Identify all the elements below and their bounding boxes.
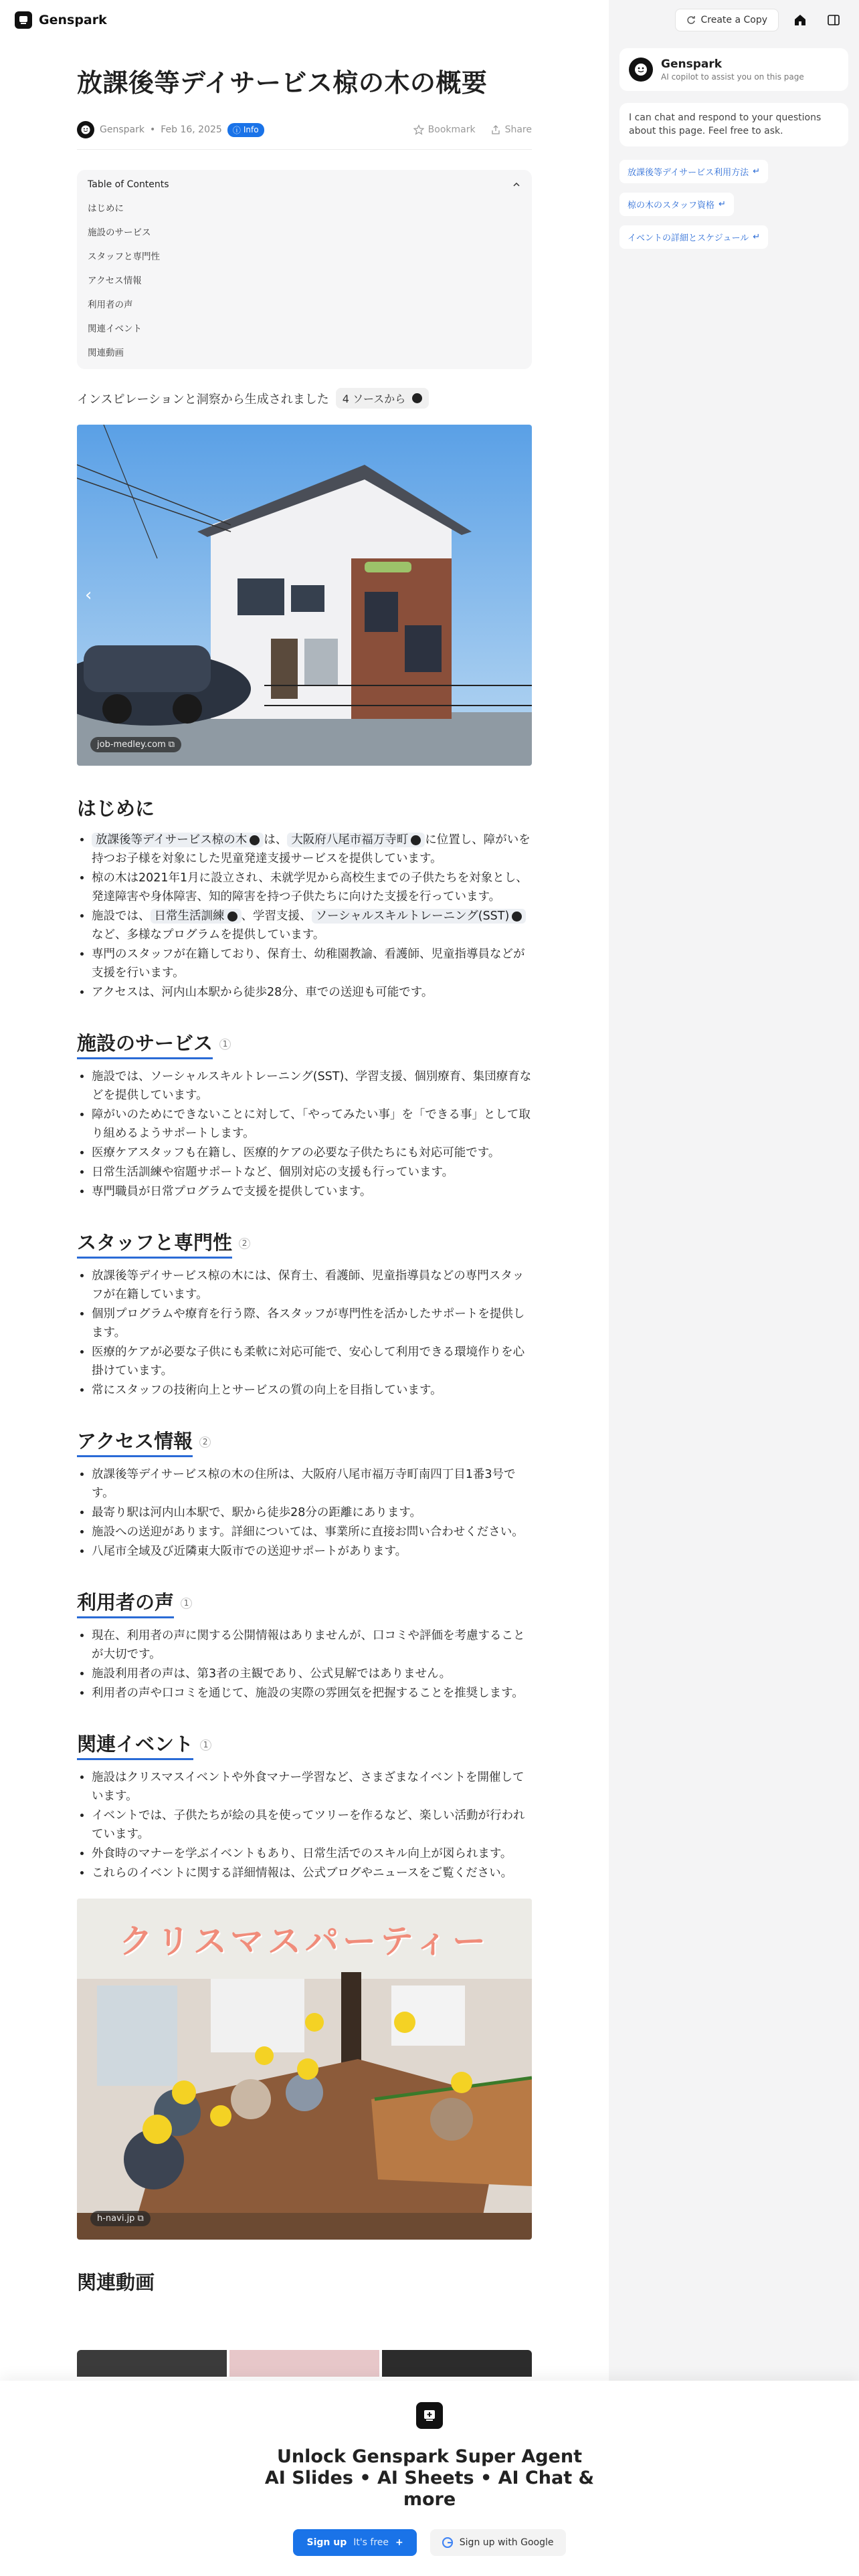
copilot-name: Genspark [661,58,723,71]
list-item: • イベントでは、子供たちが絵の具を使ってツリーを作るなど、楽しい活動が行われています。 [92,1806,532,1844]
toc-item-events[interactable]: 関連イベント [88,324,142,335]
suggestion-chip[interactable]: 放課後等デイサービス利用方法 ↵ [619,160,768,183]
list-item: • 医療ケアスタッフも在籍し、医療的ケアの必要な子供たちにも対応可能です。 [92,1144,532,1162]
copilot-sidebar [609,40,859,2381]
enter-arrow-icon: ↵ [719,199,726,209]
toc-header[interactable]: Table of Contents [88,179,521,190]
list-item: • 医療的ケアが必要な子供にも柔軟に対応可能で、安心して利用できる環境作りを心掛けています。 [92,1343,532,1380]
divider [77,149,532,150]
list-item: • 外食時のマナーを学ぶイベントもあり、日常生活でのスキル向上が図られます。 [92,1844,532,1863]
list-item: • 施設はクリスマスイベントや外食マナー学習など、さまざまなイベントを開催しています。 [92,1768,532,1806]
cta-plus-icon [416,2402,443,2429]
citation-badge[interactable]: 2 [239,1238,250,1249]
home-button[interactable] [788,8,812,32]
section-heading-access: アクセス情報 2 [77,1426,532,1457]
events-list [77,1768,532,1883]
source-icon [227,911,237,922]
meta-separator: • [149,124,156,136]
list-item: • 常にスタッフの技術向上とサービスの質の向上を目指しています。 [92,1381,532,1400]
sources-chip[interactable]: 4 ソースから [336,388,429,409]
term-chip[interactable]: ソーシャルスキルトレーニング(SST) [312,909,527,924]
event-photo[interactable] [77,1899,532,2240]
image-source-caption[interactable]: h-navi.jp ⧉ [90,2211,151,2226]
enter-arrow-icon: ↵ [753,231,761,242]
home-icon [793,13,807,27]
sidebar-toggle-button[interactable] [822,8,846,32]
suggestion-list [619,150,848,249]
citation-badge[interactable]: 1 [181,1598,192,1609]
services-list [77,1067,532,1201]
citation-badge[interactable]: 2 [199,1436,211,1448]
building-image [77,425,532,766]
section-heading-staff: スタッフと専門性 2 [77,1228,532,1259]
share-icon [490,124,501,135]
brand-name: Genspark [39,13,107,27]
video-thumbnail[interactable] [382,2350,532,2377]
sign-up-button[interactable]: Sign up It's free + [293,2529,416,2556]
sidebar-toggle-icon [827,13,840,27]
top-bar [0,0,609,40]
copilot-subtitle: AI copilot to assist you on this page [661,72,804,82]
term-chip[interactable]: 放課後等デイサービス椋の木 [92,833,264,847]
facility-photo[interactable] [77,425,532,766]
chevron-up-icon [512,180,521,189]
video-thumbnail[interactable] [77,2350,227,2377]
video-thumbnail[interactable] [229,2350,379,2377]
intro-list [77,831,532,1002]
signup-cta-panel [0,2381,859,2576]
list-item: • 施設への送迎があります。詳細については、事業所に直接お問い合わせください。 [92,1523,532,1541]
citation-badge[interactable]: 1 [200,1739,211,1751]
list-item: • 放課後等デイサービス椋の木 は、 大阪府八尾市福万寺町 に位置し、障がいを持つお子様を対象にした児童発達支援サービスを提供しています。 [92,831,532,868]
source-icon [512,911,522,922]
list-item: • 施設では、 日常生活訓練 、学習支援、 ソーシャルスキルトレーニング(SST)など、多様なプログラムを提供しています。 [92,907,532,944]
event-banner-text: クリスマスパーティー [119,1922,490,1961]
toc-item-access[interactable]: アクセス情報 [88,276,142,287]
plus-icon: + [395,2537,403,2548]
article-meta [77,121,532,138]
source-icon [412,393,422,403]
list-item: • アクセスは、河内山本駅から徒歩28分、車での送迎も可能です。 [92,983,532,1002]
list-item: • 椋の木は2021年1月に設立され、未就学児から高校生までの子供たちを対象とし、発達障害や身体障害、知的障害を持つ子供たちに向けた支援を行っています。 [92,869,532,906]
section-heading-events: 関連イベント 1 [77,1729,532,1760]
toc-item-voices[interactable]: 利用者の声 [88,300,133,311]
carousel-prev-icon[interactable]: ‹ [85,585,92,606]
section-heading-services: 施設のサービス 1 [77,1029,532,1059]
list-item: • 最寄り駅は河内山本駅で、駅から徒歩28分の距離にあります。 [92,1503,532,1522]
cta-title: Unlock Genspark Super Agent AI Slides • AI Sheets • AI Chat & more [264,2446,595,2510]
create-copy-button[interactable]: Create a Copy [675,9,779,31]
copilot-message: I can chat and respond to your questions about this page. Feel free to ask. [619,103,848,146]
list-item: • 日常生活訓練や宿題サポートなど、個別対応の支援も行っています。 [92,1163,532,1182]
author-name: Genspark [100,124,145,136]
copy-refresh-icon [686,15,696,25]
source-icon [411,835,421,845]
voices-list [77,1626,532,1703]
source-icon [250,835,260,845]
toc-item-services[interactable]: 施設のサービス [88,227,151,239]
list-item: • 個別プログラムや療育を行う際、各スタッフが専門性を活かしたサポートを提供します。 [92,1305,532,1342]
info-icon: ⓘ [232,125,241,135]
genspark-logo-icon [15,11,32,29]
list-item: • 施設利用者の声は、第3者の主観であり、公式見解ではありません。 [92,1665,532,1683]
brand[interactable] [15,11,107,29]
list-item: • 八尾市全域及び近隣東大阪市での送迎サポートがあります。 [92,1542,532,1561]
copilot-avatar-icon [629,58,653,82]
list-item: • 施設では、ソーシャルスキルトレーニング(SST)、学習支援、個別療育、集団療育などを提供しています。 [92,1067,532,1105]
suggestion-chip[interactable]: イベントの詳細とスケジュール ↵ [619,225,768,249]
publish-date: Feb 16, 2025 [161,124,222,136]
top-right-toolbar [609,0,859,40]
star-icon [413,124,424,135]
image-source-caption[interactable]: job-medley.com ⧉ [90,737,181,752]
list-item: • 放課後等デイサービス椋の木の住所は、大阪府八尾市福万寺町南四丁目1番3号です。 [92,1465,532,1503]
toc-item-intro[interactable]: はじめに [88,203,124,215]
citation-badge[interactable]: 1 [219,1039,231,1050]
google-icon [442,2537,453,2548]
suggestion-chip[interactable]: 椋の木のスタッフ資格 ↵ [619,193,734,216]
page-title: 放課後等デイサービス椋の木の概要 [77,68,488,98]
table-of-contents [77,170,532,369]
google-sign-up-button[interactable]: Sign up with Google [430,2529,566,2556]
external-link-icon: ⧉ [168,740,175,750]
video-thumbnail-strip[interactable] [77,2350,532,2377]
access-list [77,1465,532,1561]
list-item: • 現在、利用者の声に関する公開情報はありませんが、口コミや評価を考慮することが大切です。 [92,1626,532,1664]
toc-item-videos[interactable]: 関連動画 [88,348,124,359]
list-item: • 専門職員が日常プログラムで支援を提供しています。 [92,1182,532,1201]
section-heading-voices: 利用者の声 1 [77,1588,532,1618]
info-badge[interactable]: ⓘ Info [227,123,264,137]
list-item: • これらのイベントに関する詳細情報は、公式ブログやニュースをご覧ください。 [92,1864,532,1883]
term-chip[interactable]: 日常生活訓練 [151,909,242,924]
article [0,40,609,2377]
list-item: • 専門のスタッフが在籍しており、保育士、幼稚園教諭、看護師、児童指導員などが支援を行います。 [92,945,532,982]
enter-arrow-icon: ↵ [753,166,760,177]
share-button[interactable]: Share [490,124,532,135]
term-chip[interactable]: 大阪府八尾市福万寺町 [287,833,425,847]
list-item: • 放課後等デイサービス椋の木には、保育士、看護師、児童指導員などの専門スタッフが在籍しています。 [92,1267,532,1304]
toc-item-staff[interactable]: スタッフと専門性 [88,251,160,263]
list-item: • 利用者の声や口コミを通じて、施設の実際の雰囲気を把握することを推奨します。 [92,1684,532,1703]
staff-list [77,1267,532,1400]
section-heading-intro: はじめに [77,797,155,821]
external-link-icon: ⧉ [137,2214,144,2224]
author-avatar [77,121,94,138]
copilot-header [619,48,848,91]
section-heading-videos: 関連動画 [77,2271,155,2294]
bookmark-button[interactable]: Bookmark [413,124,476,135]
list-item: • 障がいのためにできないことに対して、「やってみたい事」を「できる事」として取り組めるようサポートします。 [92,1105,532,1143]
generated-from-line: インスピレーションと洞察から生成されました 4 ソースから [77,388,532,409]
